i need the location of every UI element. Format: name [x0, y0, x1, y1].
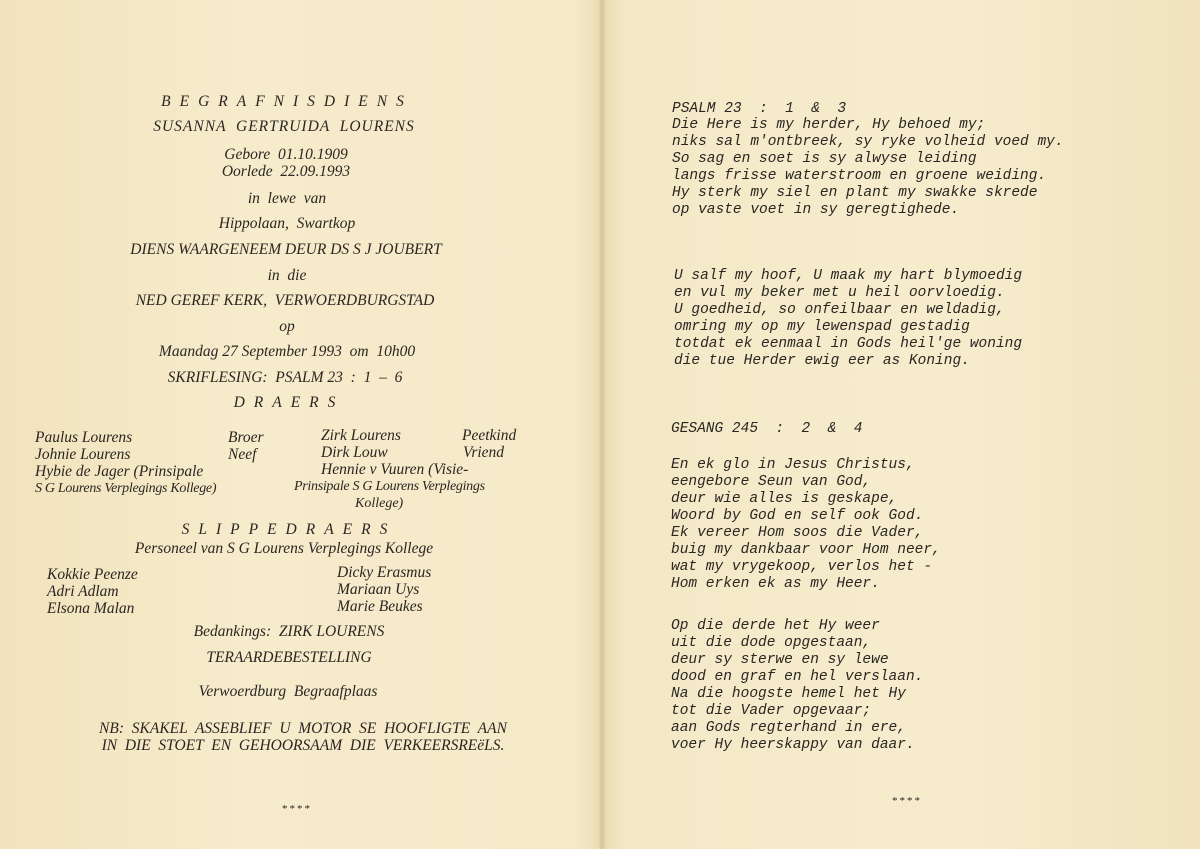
left-stars: ****: [282, 803, 312, 815]
bearer-name: Dirk Louw: [321, 444, 388, 461]
verse-line: dood en graf en hel verslaan.: [671, 669, 924, 685]
verse-line: deur wie alles is geskape,: [671, 491, 898, 507]
pallbearer-name: Elsona Malan: [47, 600, 135, 617]
bearer-name: Johnie Lourens: [35, 446, 131, 463]
right-stars: ****: [892, 795, 922, 807]
bearer-name: Zirk Lourens: [321, 427, 401, 444]
verse-line: buig my dankbaar voor Hom neer,: [671, 542, 941, 558]
bearer-name: S G Lourens Verplegings Kollege): [35, 481, 217, 496]
bearer-relation: Peetkind: [462, 427, 517, 444]
bearer-name: Paulus Lourens: [35, 429, 133, 446]
death-date: Oorlede 22.09.1993: [221, 163, 351, 180]
church: NED GEREF KERK, VERWOERDBURGSTAD: [135, 292, 435, 309]
service-heading: BEGRAFNISDIENS: [161, 93, 413, 110]
verse-line: totdat ek eenmaal in Gods heil'ge woning: [674, 336, 1023, 352]
verse-line: die tue Herder ewig eer as Koning.: [674, 353, 970, 369]
pallbearer-name: Dicky Erasmus: [337, 564, 432, 581]
officiant: DIENS WAARGENEEM DEUR DS S J JOUBERT: [130, 241, 442, 258]
verse-line: aan Gods regterhand in ere,: [671, 720, 906, 736]
verse-line: eengebore Seun van God,: [671, 474, 872, 490]
bearer-relation: Neef: [228, 446, 257, 463]
verse-line: op vaste voet in sy geregtighede.: [672, 202, 960, 218]
verse-line: omring my op my lewenspad gestadig: [674, 319, 970, 335]
pallbearer-name: Marie Beukes: [337, 598, 423, 615]
scripture-reading: SKRIFLESING: PSALM 23 : 1 – 6: [167, 369, 403, 386]
address: Hippolaan, Swartkop: [218, 215, 356, 232]
verse-line: Die Here is my herder, Hy behoed my;: [672, 117, 986, 133]
thanks: Bedankings: ZIRK LOURENS: [193, 623, 385, 640]
bearer-relation: Broer: [228, 429, 264, 446]
bearer-name: Prinsipale S G Lourens Verplegings: [294, 479, 485, 494]
notice-line-2: IN DIE STOET EN GEHOORSAAM DIE VERKEERSREëLS.: [101, 737, 505, 754]
in-life-of: in lewe van: [247, 190, 327, 207]
bearer-name: Hennie v Vuuren (Visie-: [321, 461, 469, 478]
verse-line: En ek glo in Jesus Christus,: [671, 457, 915, 473]
verse-line: niks sal m'ontbreek, sy ryke volheid voed my.: [672, 134, 1064, 150]
verse-line: Hy sterk my siel en plant my swakke skrede: [672, 185, 1038, 201]
verse-line: U goedheid, so onfeilbaar en weldadig,: [674, 302, 1005, 318]
verse-line: Hom erken ek as my Heer.: [671, 576, 880, 592]
service-date: Maandag 27 September 1993 om 10h00: [158, 343, 416, 360]
verse-line: uit die dode opgestaan,: [671, 635, 872, 651]
verse-line: Woord by God en self ook God.: [671, 508, 924, 524]
deceased-name: SUSANNA GERTRUIDA LOURENS: [153, 118, 415, 135]
verse-line: en vul my beker met u heil oorvloedig.: [674, 285, 1005, 301]
verse-line: langs frisse waterstroom en groene weiding.: [672, 168, 1047, 184]
verse-line: voer Hy heerskappy van daar.: [671, 737, 915, 753]
pallbearers-subtitle: Personeel van S G Lourens Verplegings Kollege: [134, 540, 434, 557]
psalm-title: PSALM 23 : 1 & 3: [672, 101, 847, 117]
page-fold: [598, 0, 606, 849]
verse-line: Na die hoogste hemel het Hy: [671, 686, 906, 702]
pallbearer-name: Mariaan Uys: [337, 581, 420, 598]
verse-line: U salf my hoof, U maak my hart blymoedig: [674, 268, 1023, 284]
pallbearer-name: Adri Adlam: [47, 583, 119, 600]
hymn-title: GESANG 245 : 2 & 4: [671, 421, 863, 437]
verse-line: wat my vrygekoop, verlos het -: [671, 559, 933, 575]
burial-heading: TERAARDEBESTELLING: [206, 649, 372, 666]
birth-date: Gebore 01.10.1909: [224, 146, 348, 163]
verse-line: So sag en soet is sy alwyse leiding: [672, 151, 977, 167]
pallbearers-heading: SLIPPEDRAERS: [181, 521, 397, 538]
verse-line: Op die derde het Hy weer: [671, 618, 880, 634]
verse-line: Ek vereer Hom soos die Vader,: [671, 525, 924, 541]
bearer-name: Hybie de Jager (Prinsipale: [35, 463, 204, 480]
on-label: op: [279, 318, 295, 335]
pallbearer-name: Kokkie Peenze: [47, 566, 138, 583]
notice-line-1: NB: SKAKEL ASSEBLIEF U MOTOR SE HOOFLIGTE AAN: [99, 720, 507, 737]
cemetery: Verwoerdburg Begraafplaas: [198, 683, 378, 700]
verse-line: deur sy sterwe en sy lewe: [671, 652, 889, 668]
bearer-name: Kollege): [355, 496, 404, 511]
bearer-relation: Vriend: [463, 444, 505, 461]
in-the: in die: [267, 267, 307, 284]
verse-line: tot die Vader opgevaar;: [671, 703, 872, 719]
bearers-heading: DRAERS: [233, 394, 345, 411]
